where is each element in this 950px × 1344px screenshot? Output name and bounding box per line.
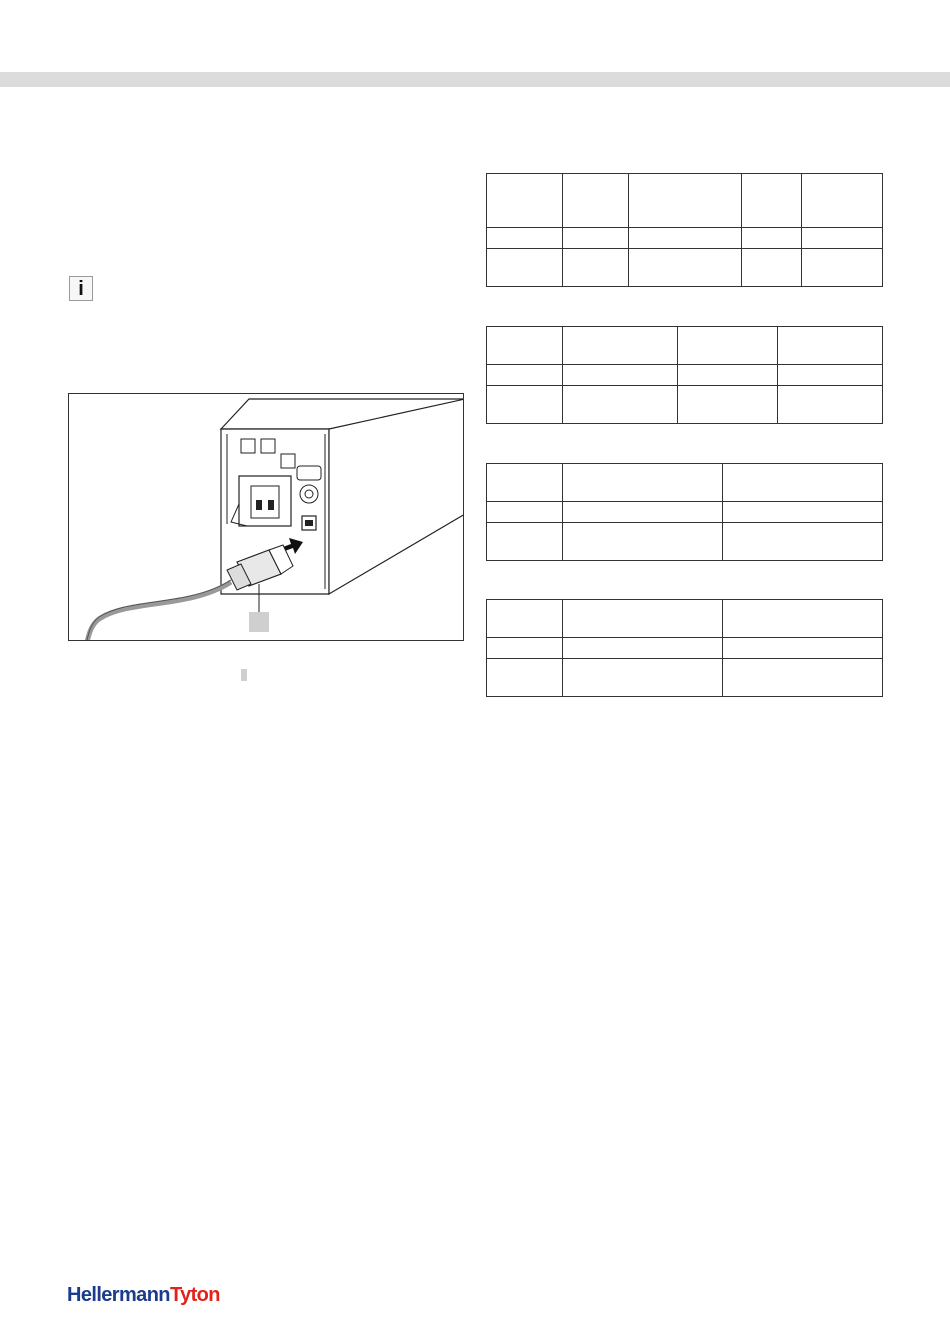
usb-connection-figure — [68, 393, 464, 641]
brand-logo — [67, 1284, 220, 1307]
serial-port-icon — [297, 466, 321, 480]
terminal-block-icon — [261, 439, 275, 453]
terminal-block-icon — [241, 439, 255, 453]
table-4 — [486, 599, 883, 697]
terminal-block-icon — [281, 454, 295, 468]
brand-name-part2: Tyton — [169, 1284, 220, 1306]
table-1 — [486, 173, 883, 287]
header-bar — [0, 72, 950, 87]
info-glyph: i — [78, 277, 84, 300]
table-2 — [486, 326, 883, 424]
table-3 — [486, 463, 883, 561]
callout-marker — [241, 669, 247, 681]
device-side — [329, 399, 464, 594]
callout-box — [249, 612, 269, 632]
info-icon — [69, 276, 93, 301]
brand-name-part1: Hellermann — [67, 1284, 170, 1306]
usb-illustration — [69, 394, 464, 641]
